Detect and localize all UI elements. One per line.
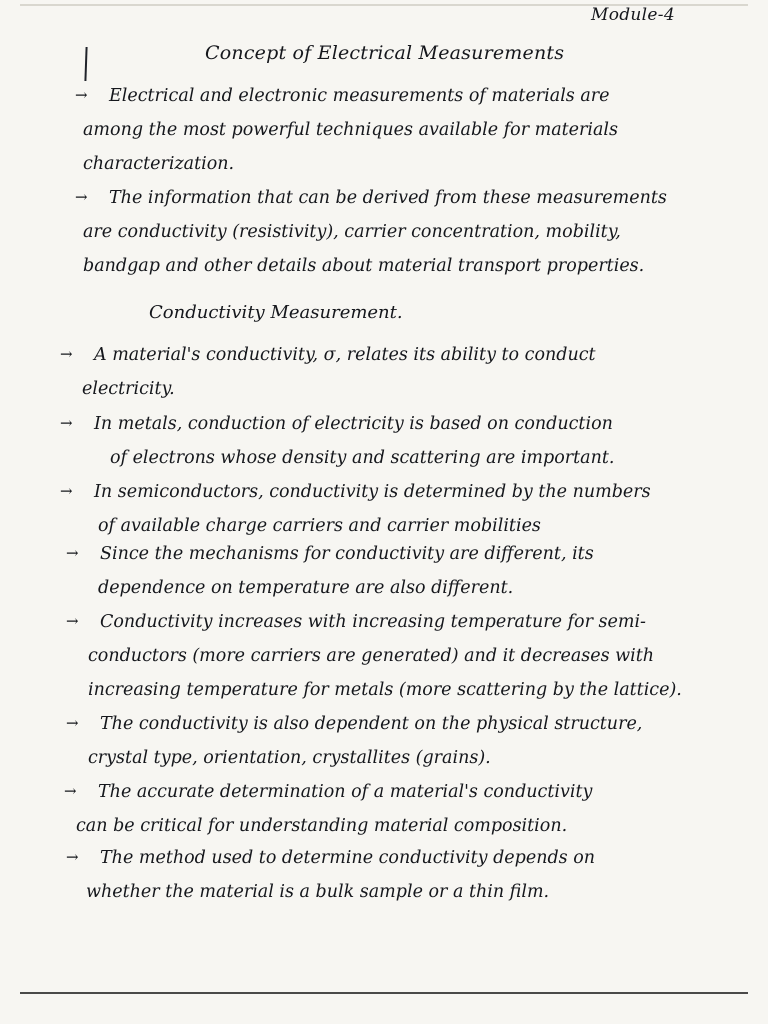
paragraph-line-text: The accurate determination of a material's conductivity: [98, 782, 593, 802]
paragraph-line: of electrons whose density and scattering are important.: [110, 448, 615, 468]
paragraph-line: increasing temperature for metals (more scattering by the lattice).: [88, 680, 682, 700]
list-item: [66, 604, 682, 707]
paragraph-line: can be critical for understanding material composition.: [76, 816, 568, 836]
paragraph-line-text: Electrical and electronic measurements of materials are: [109, 86, 610, 106]
arrow-icon: →: [66, 612, 79, 630]
paragraph-line-text: The information that can be derived from these measurements: [109, 188, 667, 208]
list-item: [66, 706, 642, 775]
intro-paragraph: [75, 78, 618, 181]
page-title: Concept of Electrical Measurements: [205, 42, 565, 64]
list-item: [60, 474, 651, 543]
paragraph-line-text: A material's conductivity, σ, relates its ability to conduct: [94, 345, 596, 365]
paragraph-line: conductors (more carriers are generated) and it decreases with: [88, 646, 655, 666]
paragraph-line: [60, 337, 596, 372]
arrow-icon: →: [60, 345, 73, 363]
paragraph-line: crystal type, orientation, crystallites (grains).: [88, 748, 491, 768]
paragraph-line-text: In semiconductors, conductivity is determined by the numbers: [94, 482, 651, 502]
paragraph-line: [66, 840, 595, 875]
arrow-icon: →: [60, 482, 73, 500]
list-item: [66, 840, 595, 909]
paragraph-line-text: The conductivity is also dependent on the physical structure,: [100, 714, 643, 734]
page-bottom-edge: [20, 992, 748, 994]
paragraph-line: [75, 78, 618, 113]
list-item: [60, 406, 614, 475]
paragraph-line: among the most powerful techniques available for materials: [83, 120, 619, 140]
paragraph-line: [60, 406, 614, 441]
list-item: [66, 536, 594, 605]
paragraph-line: [64, 774, 592, 809]
paragraph-line: whether the material is a bulk sample or a thin film.: [86, 882, 550, 902]
paragraph-line: electricity.: [82, 379, 175, 399]
paragraph-line-text: In metals, conduction of electricity is based on conduction: [94, 414, 613, 434]
paragraph-line: dependence on temperature are also different.: [98, 578, 514, 598]
paragraph-line: [66, 604, 682, 639]
intro-paragraph: [75, 180, 667, 283]
module-tag: Module-4: [591, 5, 675, 25]
arrow-icon: →: [66, 714, 79, 732]
paragraph-line-text: Conductivity increases with increasing temperature for semi-: [100, 612, 646, 632]
paragraph-line: [66, 706, 642, 741]
paragraph-line-text: Since the mechanisms for conductivity are different, its: [100, 544, 594, 564]
margin-mark: [84, 47, 87, 81]
paragraph-line: [75, 180, 667, 215]
arrow-icon: →: [75, 86, 88, 104]
paragraph-line: [60, 474, 651, 509]
list-item: [64, 774, 592, 843]
arrow-icon: →: [75, 188, 88, 206]
arrow-icon: →: [66, 848, 79, 866]
paragraph-line-text: The method used to determine conductivity depends on: [100, 848, 596, 868]
paragraph-line: are conductivity (resistivity), carrier concentration, mobility,: [83, 222, 621, 242]
arrow-icon: →: [64, 782, 77, 800]
section-heading: Conductivity Measurement.: [149, 302, 403, 323]
arrow-icon: →: [66, 544, 79, 562]
paragraph-line: of available charge carriers and carrier mobilities: [98, 516, 541, 536]
paragraph-line: bandgap and other details about material transport properties.: [83, 256, 645, 276]
arrow-icon: →: [60, 414, 73, 432]
paragraph-line: characterization.: [83, 154, 235, 174]
paragraph-line: [66, 536, 594, 571]
list-item: [60, 337, 596, 406]
